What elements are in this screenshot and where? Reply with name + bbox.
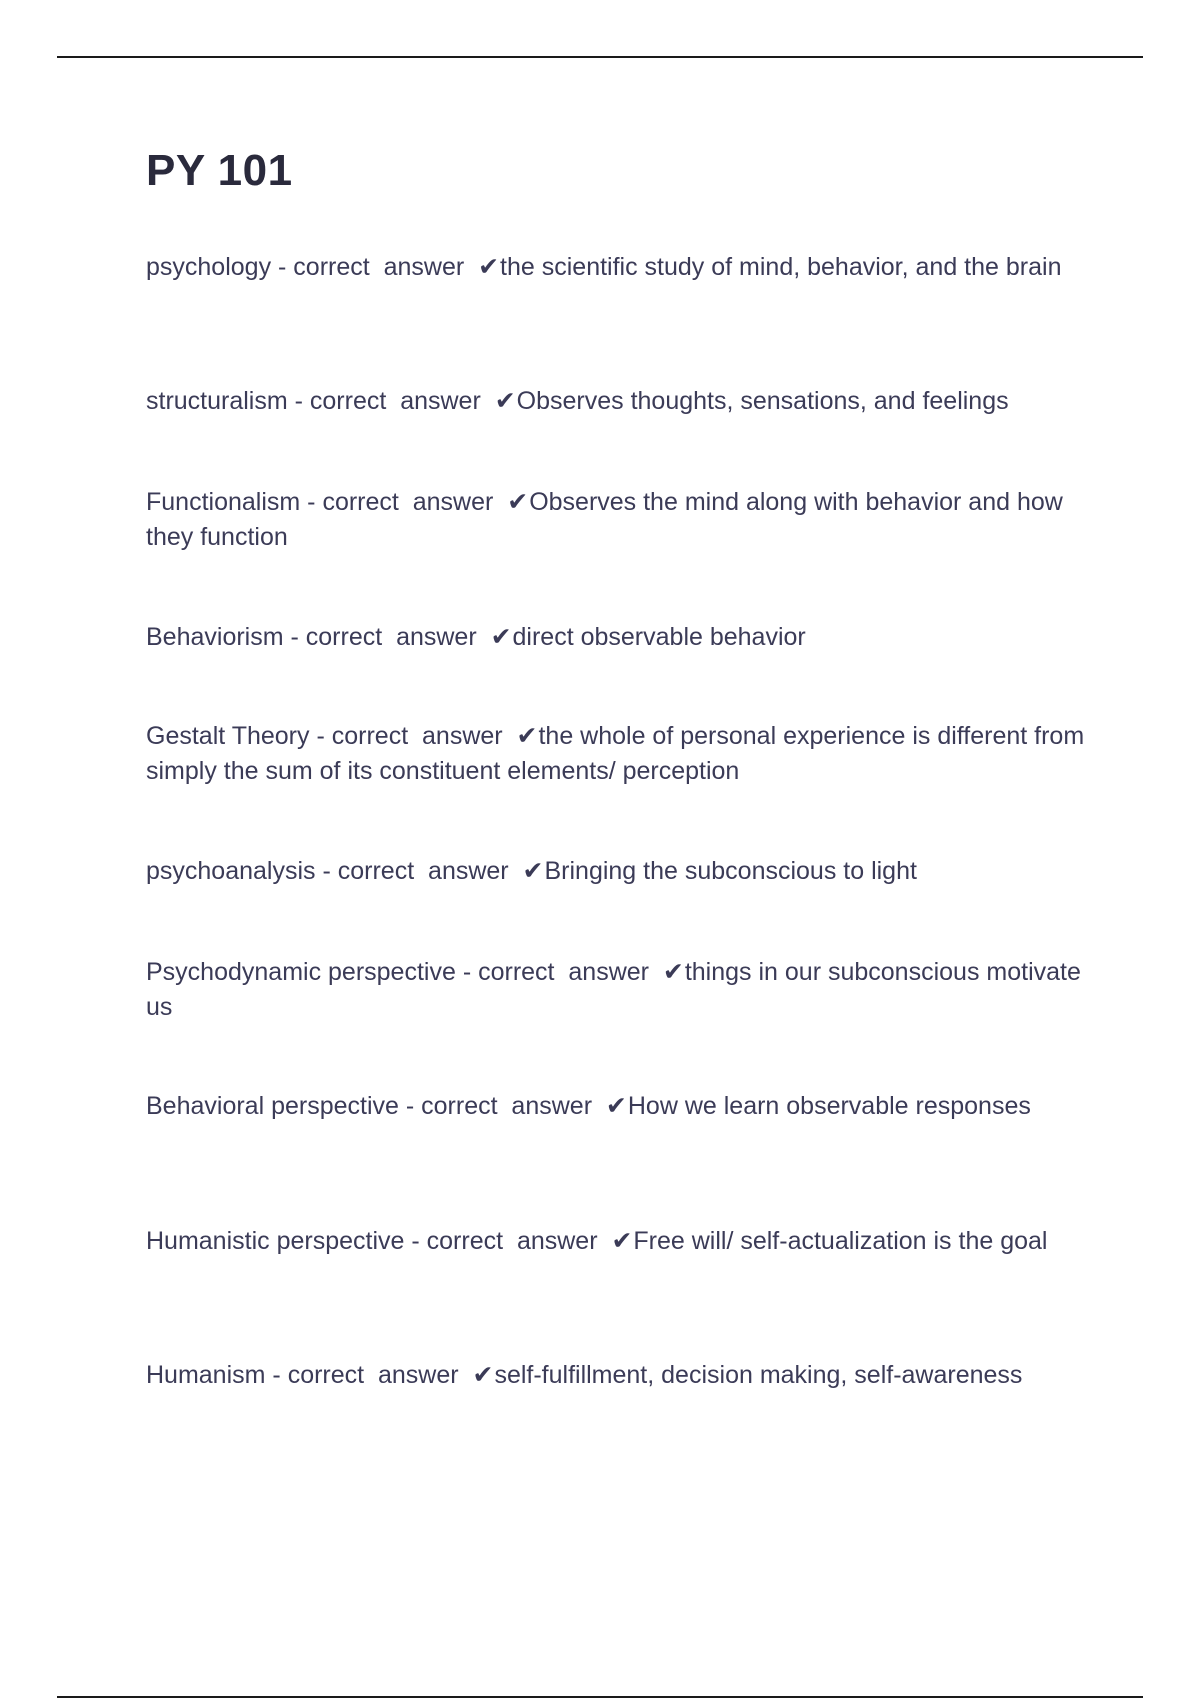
term: Functionalism — [146, 488, 301, 516]
term: Humanistic perspective — [146, 1227, 405, 1255]
answer-separator: - correct answer — [300, 488, 508, 516]
checkmark-icon: ✔ — [490, 623, 512, 651]
flashcard-entry — [146, 1358, 1096, 1393]
definition: self-fulfillment, decision making, self-awareness — [494, 1361, 1023, 1389]
term: Gestalt Theory — [146, 722, 310, 750]
definition: How we learn observable responses — [627, 1092, 1031, 1120]
answer-separator: - correct answer — [287, 387, 495, 415]
checkmark-icon: ✔ — [494, 387, 516, 415]
flashcard-entry — [146, 250, 1096, 285]
answer-separator: - correct answer — [398, 1092, 606, 1120]
definition: Bringing the subconscious to light — [544, 857, 917, 885]
flashcard-entry — [146, 955, 1096, 1025]
answer-separator: - correct answer — [404, 1227, 612, 1255]
flashcard-entry — [146, 854, 1096, 889]
checkmark-icon: ✔ — [522, 857, 544, 885]
flashcard-entry — [146, 1089, 1096, 1124]
definition: the scientific study of mind, behavior, and the brain — [500, 253, 1062, 281]
answer-separator: - correct answer — [309, 722, 517, 750]
checkmark-icon: ✔ — [605, 1092, 627, 1120]
checkmark-icon: ✔ — [472, 1361, 494, 1389]
bottom-rule — [57, 1696, 1143, 1698]
flashcard-entry — [146, 384, 1096, 419]
definition: things in our subconscious motivate us — [146, 958, 1081, 1021]
flashcard-entry — [146, 1224, 1096, 1259]
checkmark-icon: ✔ — [516, 722, 538, 750]
flashcard-entry — [146, 620, 1096, 655]
term: Humanism — [146, 1361, 266, 1389]
flashcard-entry — [146, 485, 1096, 555]
checkmark-icon: ✔ — [507, 488, 529, 516]
checkmark-icon: ✔ — [478, 253, 500, 281]
checkmark-icon: ✔ — [611, 1227, 633, 1255]
answer-separator: - correct answer — [271, 253, 479, 281]
answer-separator: - correct answer — [265, 1361, 473, 1389]
definition: direct observable behavior — [512, 623, 806, 651]
term: Behavioral perspective — [146, 1092, 399, 1120]
term: Behaviorism — [146, 623, 284, 651]
definition: Observes the mind along with behavior and how they function — [146, 488, 1063, 551]
term: psychology — [146, 253, 272, 281]
definition: the whole of personal experience is different from simply the sum of its constituent elements/ perception — [146, 722, 1085, 785]
answer-separator: - correct answer — [283, 623, 491, 651]
top-rule — [57, 56, 1143, 58]
page-title: PY 101 — [146, 146, 293, 195]
definition: Free will/ self-actualization is the goal — [633, 1227, 1048, 1255]
answer-separator: - correct answer — [455, 958, 663, 986]
term: psychoanalysis — [146, 857, 316, 885]
checkmark-icon: ✔ — [662, 958, 684, 986]
flashcard-entry — [146, 719, 1096, 789]
term: structuralism — [146, 387, 288, 415]
term: Psychodynamic perspective — [146, 958, 456, 986]
definition: Observes thoughts, sensations, and feelings — [516, 387, 1009, 415]
answer-separator: - correct answer — [315, 857, 523, 885]
